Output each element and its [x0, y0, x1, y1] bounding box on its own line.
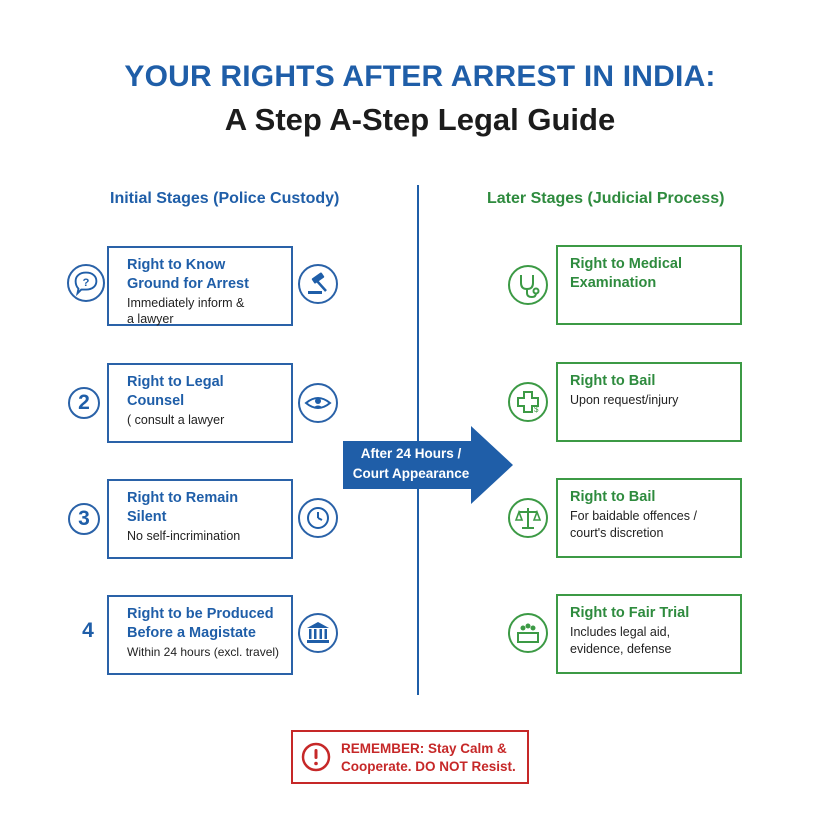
transition-label — [343, 444, 479, 484]
reminder-line2: Cooperate. DO NOT Resist. — [341, 759, 516, 774]
right-step-4-icon — [508, 613, 548, 653]
scales-icon — [510, 500, 546, 536]
right-column-heading: Later Stages (Judicial Process) — [487, 190, 725, 207]
left-step-1-sub-line2: a lawyer — [127, 312, 174, 326]
right-step-2-card — [556, 362, 742, 442]
left-step-2-card — [107, 363, 293, 443]
right-step-2-title-line1: Right to Bail — [570, 373, 656, 389]
right-step-3-sub-line1: For baidable offences / — [570, 509, 697, 523]
courthouse-icon — [300, 615, 336, 651]
lawyer-icon — [300, 385, 336, 421]
left-step-3-number: 3 — [68, 503, 100, 535]
left-step-2-sub-line1: ( consult a lawyer — [127, 413, 225, 427]
svg-text:?: ? — [82, 276, 90, 289]
left-step-1-sub-line1: Immediately inform & — [127, 296, 245, 310]
left-step-1-icon — [298, 264, 338, 304]
right-step-1-title-line2: Examination — [570, 275, 657, 291]
right-step-1-icon — [508, 265, 548, 305]
reminder-text — [341, 740, 516, 776]
right-step-4-sub-line2: evidence, defense — [570, 642, 672, 656]
left-step-2-title-line2: Counsel — [127, 393, 185, 409]
right-step-4-title-line1: Right to Fair Trial — [570, 605, 690, 621]
transition-label-line2: Court Appearance — [352, 466, 470, 481]
left-step-4-sub-line1: Within 24 hours (excl. travel) — [127, 645, 280, 659]
left-step-1-title-line1: Right to Know — [127, 257, 226, 273]
courtroom-icon — [510, 615, 546, 651]
page-title-line1: YOUR RIGHTS AFTER ARREST IN INDIA: — [124, 60, 716, 93]
clock-icon — [300, 500, 336, 536]
right-step-1-card — [556, 245, 742, 325]
left-step-3-title-line2: Silent — [127, 509, 167, 525]
speech-question-icon — [69, 266, 103, 300]
reminder-line1: REMEMBER: Stay Calm & — [341, 741, 507, 756]
right-step-2-sub-line1: Upon request/injury — [570, 393, 679, 407]
right-step-2-icon — [508, 382, 548, 422]
left-step-2-title-line1: Right to Legal — [127, 374, 224, 390]
left-step-2-icon — [298, 383, 338, 423]
left-step-1-marker — [67, 264, 105, 302]
gavel-icon — [300, 266, 336, 302]
left-step-3-title-line1: Right to Remain — [127, 490, 239, 506]
left-step-4-number: 4 — [82, 619, 94, 642]
right-step-4-sub-line1: Includes legal aid, — [570, 625, 671, 639]
left-step-4-card — [107, 595, 293, 675]
reminder-box — [291, 730, 529, 784]
left-step-3-card — [107, 479, 293, 559]
transition-label-line1: After 24 Hours / — [360, 446, 462, 461]
svg-text:$: $ — [534, 405, 539, 414]
stethoscope-icon — [510, 267, 546, 303]
left-step-4-title-line1: Right to be Produced — [127, 606, 274, 622]
right-step-1-title-line1: Right to Medical — [570, 256, 682, 272]
left-step-1-card — [107, 246, 293, 326]
page-title-line2: A Step A-Step Legal Guide — [224, 102, 616, 137]
right-step-4-card — [556, 594, 742, 674]
right-step-3-icon — [508, 498, 548, 538]
left-step-1-title-line2: Ground for Arrest — [127, 276, 249, 292]
exclamation-icon — [301, 742, 331, 772]
right-step-3-sub-line2: court's discretion — [570, 526, 664, 540]
left-step-3-sub-line1: No self-incrimination — [127, 529, 241, 543]
left-step-2-number: 2 — [68, 387, 100, 419]
right-step-3-title-line1: Right to Bail — [570, 489, 656, 505]
medical-cross-icon — [510, 384, 546, 420]
left-step-4-title-line2: Before a Magistate — [127, 625, 256, 641]
left-column-heading: Initial Stages (Police Custody) — [110, 190, 340, 207]
right-step-3-card — [556, 478, 742, 558]
left-step-4-icon — [298, 613, 338, 653]
left-step-3-icon — [298, 498, 338, 538]
